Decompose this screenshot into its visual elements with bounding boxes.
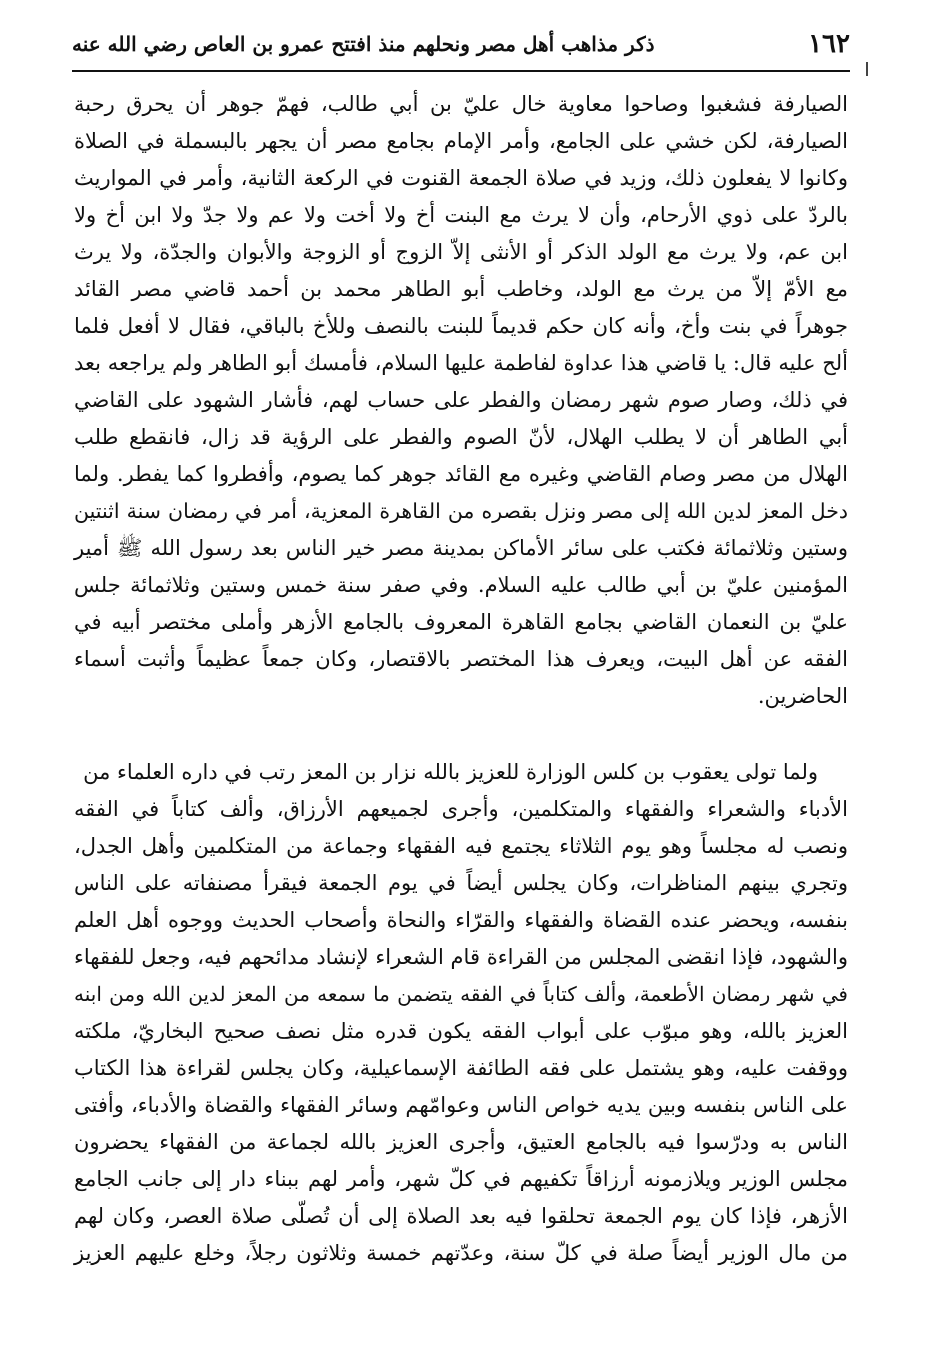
text-line: في شهر رمضان الأطعمة، وألف كتاباً في الفقه يتضمن ما سمعه من المعز لدين الله ومن ابنه [74, 982, 848, 1006]
text-line: في ذلك، وصار صوم شهر رمضان والفطر على حساب لهم، فأشار الشهود على القاضي [74, 388, 848, 412]
text-line: وستين وثلاثمائة فكتب على سائر الأماكن بمدينة مصر خير الناس بعد رسول الله ﷺ أمير [74, 536, 848, 560]
text-line: الأزهر، فإذا كان يوم الجمعة تحلقوا فيه بعد الصلاة إلى أن تُصلّى صلاة العصر، وكان لهم [74, 1204, 848, 1228]
page-header [72, 24, 850, 64]
margin-mark [866, 62, 868, 76]
text-line: وتجري بينهم المناظرات، وكان يجلس أيضاً في يوم الجمعة فيقرأ مصنفاته على الناس [74, 871, 848, 895]
text-line: الصيارفة فشغبوا وصاحوا معاوية خال عليّ بن أبي طالب، فهمّ جوهر أن يحرق رحبة [74, 92, 848, 116]
text-line: الهلال من مصر وصام القاضي وغيره مع القائد جوهر كما يصوم، وأفطروا كما يفطر. ولما [74, 462, 848, 486]
text-line: مجلس الوزير ويلازمونه أرزاقاً تكفيهم في كلّ شهر، وأمر لهم ببناء دار إلى جانب الجامع [74, 1167, 848, 1191]
text-line: الصيارفة، لكن خشي على الجامع، وأمر الإمام بجامع مصر أن يجهر بالبسملة في الصلاة [74, 129, 848, 153]
text-line: عليّ بن النعمان القاضي بجامع القاهرة المعروف بالجامع الأزهر وأملى مختصر أبيه في [74, 610, 848, 634]
text-line: من مال الوزير أيضاً صلة في كلّ سنة، وعدّتهم خمسة وثلاثون رجلاً، وخلع عليهم العزيز [74, 1241, 848, 1265]
text-line: وكانوا لا يفعلون ذلك، وزيد في صلاة الجمعة القنوت في الركعة الثانية، وأمر في المواريث [74, 166, 848, 190]
text-line: بالردّ على ذوي الأرحام، وأن لا يرث مع البنت أخ ولا أخت ولا عم ولا جدّ ولا ابن أخ ولا [74, 203, 848, 227]
text-line: ووقفت عليه، وهو يشتمل على فقه الطائفة الإسماعيلية، وكان يجلس لقراءة هذا الكتاب [74, 1056, 848, 1080]
text-line: بنفسه، ويحضر عنده القضاة والفقهاء والقرّاء والنحاة وأصحاب الحديث ووجوه أهل العلم [74, 908, 848, 932]
text-line: ولما تولى يعقوب بن كلس الوزارة للعزيز بالله نزار بن المعز رتب في داره العلماء من [83, 760, 818, 784]
text-line: دخل المعز لدين الله إلى مصر ونزل بقصره من القاهرة المعزية، أمر في رمضان سنة اثنتين [74, 499, 848, 523]
text-line: الفقه عن أهل البيت، ويعرف هذا المختصر بالاقتصار، وكان جمعاً عظيماً وأثبت أسماء [74, 647, 848, 671]
text-line: ابن عم، ولا يرث مع الولد الذكر أو الأنثى إلاّ الزوج أو الزوجة والأبوان والجدّة، ولا يرث [74, 240, 848, 264]
text-line: الناس به ودرّسوا فيه بالجامع العتيق، وأجرى العزيز بالله لجماعة من الفقهاء يحضرون [74, 1130, 848, 1154]
text-line: الحاضرين. [757, 684, 848, 708]
text-line: ونصب له مجلساً وهو يوم الثلاثاء يجتمع فيه الفقهاء وجماعة من المتكلمين وأهل الجدل، [74, 834, 848, 858]
text-line: أبي الطاهر أن لا يطلب الهلال، لأنّ الصوم والفطر على الرؤية قد زال، فانقطع طلب [74, 425, 848, 449]
running-title: ذكر مذاهب أهل مصر ونحلهم منذ افتتح عمرو بن العاص رضي الله عنه [72, 32, 655, 56]
header-rule [72, 70, 850, 72]
text-line: المؤمنين عليّ بن أبي طالب عليه السلام. وفي صفر سنة خمس وستين وثلاثمائة جلس [74, 573, 848, 597]
text-line: ألح عليه قال: يا قاضي هذا عداوة لفاطمة عليها السلام، فأمسك أبو الطاهر ولم يراجعه بعد [74, 351, 848, 375]
text-line: جوهراً في بنت وأخ، وأنه كان حكم قديماً للبنت بالنصف وللأخ بالباقي، فقال لا أفعل فلما [74, 314, 848, 338]
text-line: مع الأمّ إلاّ من يرث مع الولد، وخاطب أبو الطاهر محمد بن أحمد قاضي مصر القائد [74, 277, 848, 301]
text-line: الأدباء والشعراء والفقهاء والمتكلمين، وأجرى لجميعهم الأرزاق، وألف كتاباً في الفقه [74, 797, 848, 821]
text-line: على الناس بنفسه وبين يديه خواص الناس وعوامّهم وسائر الفقهاء والقضاة والأدباء، وأفتى [74, 1093, 848, 1117]
text-line: العزيز بالله، وهو مبوّب على أبواب الفقه يكون قدره مثل نصف صحيح البخاريّ، ملكته [74, 1019, 848, 1043]
text-line: والشهود، فإذا انقضى المجلس من القراءة قام الشعراء لإنشاد مدائحهم فيه، وجعل للفقهاء [74, 945, 848, 969]
page-number: ١٦٢ [808, 29, 850, 59]
